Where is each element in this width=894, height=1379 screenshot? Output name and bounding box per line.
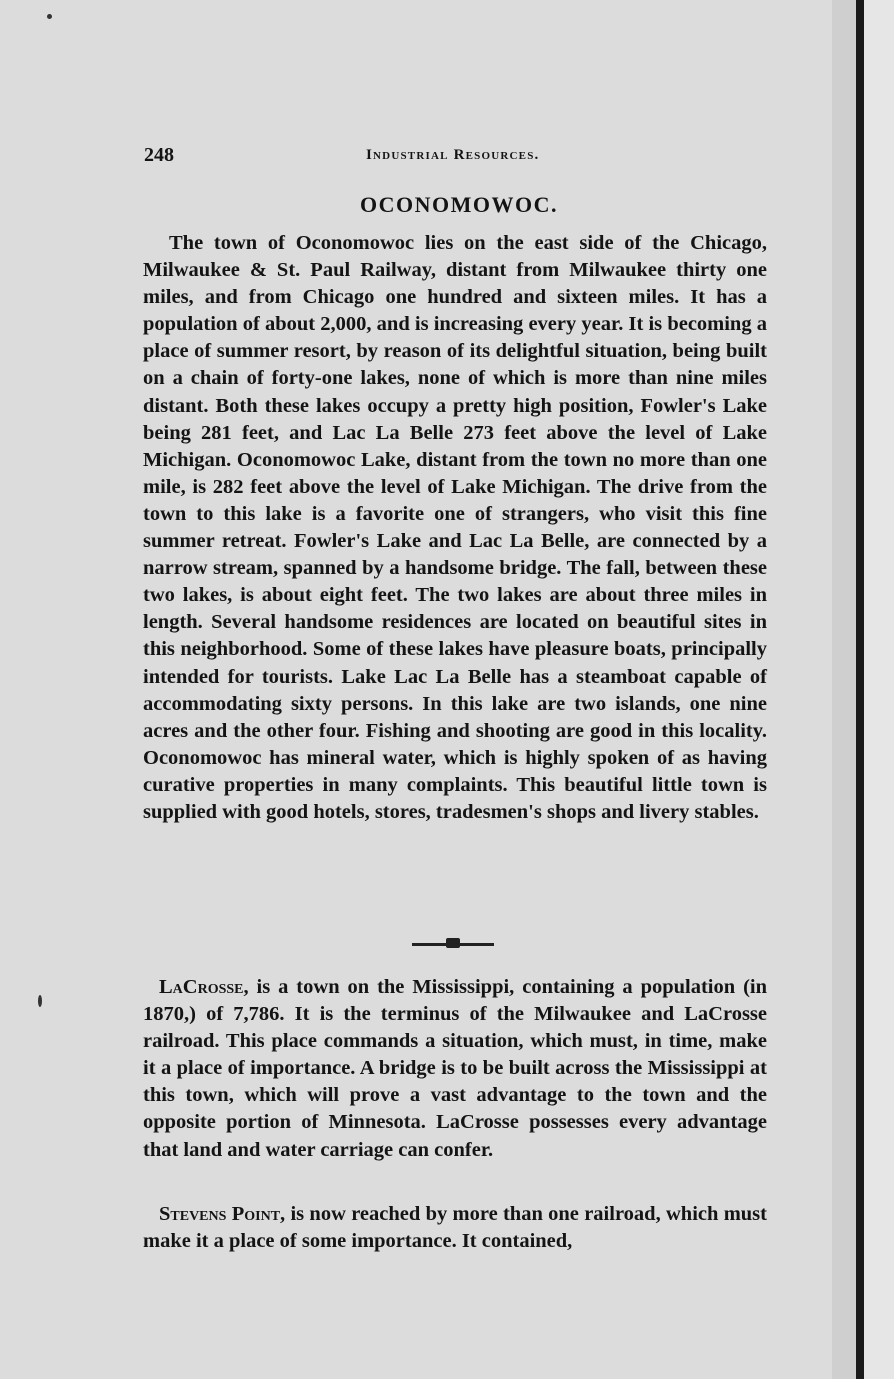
- paragraph-stevens-point: [143, 1201, 767, 1255]
- lacrosse-lead: LaCrosse,: [159, 976, 249, 998]
- paragraph-oconomowoc: The town of Oconomowoc lies on the east side of the Chicago, Milwaukee & St. Paul Railway, distant from Milwaukee thirty one miles, and from Chicago one hundred and sixteen miles. It has a population of about 2,000, and is increasing every year. It is becoming a place of summer resort, by reason of its delightful situation, being built on a chain of forty-one lakes, none of which is more than nine miles distant. Both these lakes occupy a pretty high position, Fowler's Lake being 281 feet, and Lac La Belle 273 feet above the level of Lake Michigan. Oconomowoc Lake, distant from the town no more than one mile, is 282 feet above the level of Lake Michigan. The drive from the town to this lake is a favorite one of strangers, who visit this fine summer retreat. Fowler's Lake and Lac La Belle, are connected by a narrow stream, spanned by a handsome bridge. The fall, between these two lakes, is about eight feet. The two lakes are about three miles in length. Several handsome residences are located on beautiful sites in this neighborhood. Some of these lakes have pleasure boats, principally intended for tourists. Lake Lac La Belle has a steamboat capable of accommodating sixty persons. In this lake are two islands, one nine acres and the other four. Fishing and shooting are good in this locality. Oconomowoc has mineral water, which is highly spoken of as having curative properties in many complaints. This beautiful little town is supplied with good hotels, stores, tradesmen's shops and livery stables.: [143, 232, 767, 823]
- binding-shadow: [856, 0, 864, 1379]
- paragraph-lacrosse: [143, 974, 767, 1164]
- page-edge: [832, 0, 856, 1379]
- running-head: Industrial Resources.: [366, 147, 540, 163]
- margin-strip: [864, 0, 894, 1379]
- divider-ornament: [446, 938, 460, 948]
- ink-speck: [38, 995, 42, 1007]
- ink-speck: [47, 14, 52, 19]
- page-header: [140, 140, 780, 170]
- stevens-body: is now reached by more than one railroad, which must make it a place of some importance. It contained,: [143, 1203, 767, 1253]
- section-title: OCONOMOWOC.: [360, 192, 558, 217]
- lacrosse-body: is a town on the Mississippi, containing a population (in 1870,) of 7,786. It is the terminus of the Milwaukee and LaCrosse railroad. This place commands a situation, which must, in time, make it a place of importance. A bridge is to be built across the Mississippi at this town, which will prove a vast advantage to the town and the opposite portion of Minnesota. LaCrosse possesses every advantage that land and water carriage can confer.: [143, 976, 767, 1161]
- stevens-lead: Stevens Point,: [159, 1203, 286, 1225]
- page-number: 248: [144, 144, 174, 166]
